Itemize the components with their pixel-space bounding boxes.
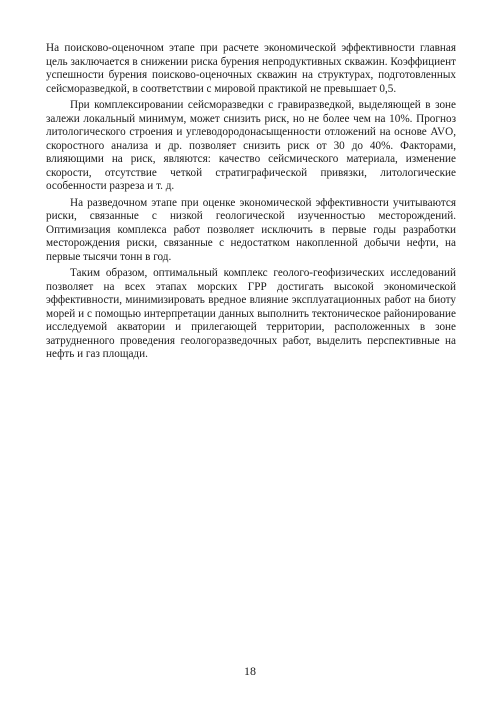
paragraph-search-stage: На поисково-оценочном этапе при расчете экономической эффективности главная цель заключается в снижении риска бурения непродуктивных скважин. Коэффициент успешности бурения поисково-оценочных скважин на структурах, подготовленных сейсморазведкой, в соответствии с мировой практикой не превышает 0,5. xyxy=(46,42,456,95)
paragraph-conclusion: Таким образом, оптимальный комплекс геолого-геофизических исследований позволяет на всех этапах морских ГРР достигать высокой экономической эффективности, минимизировать вредное влияние эксплуатационных работ на биоту морей и с помощью интерпретации данных выполнить тектоническое районирование исследуемой акватории и прилегающей территории, расположенных в зоне затрудненного проведения геологоразведочных работ, выделить перспективные на нефть и газ площади. xyxy=(46,267,456,360)
paragraph-gravity-integration: При комплексировании сейсморазведки с гравиразведкой, выделяющей в зоне залежи локальный минимум, может снизить риск, но не более чем на 10%. Прогноз литологического строения и углеводородонасыщенности отложений на основе AVO, скоростного анализа и др. позволяет снизить риск от 30 до 40%. Факторами, влияющими на риск, являются: качество сейсмического материала, изменение скорости, отсутствие четкой стратиграфической привязки, литологические особенности разреза и т. д. xyxy=(46,99,456,192)
paragraph-exploration-stage: На разведочном этапе при оценке экономической эффективности учитываются риски, связанные с низкой геологической изученностью месторождений. Оптимизация комплекса работ позволяет исключить в первые годы разработки месторождения риски, связанные с недостатком накопленной добычи нефти, на первые тысячи тонн в год. xyxy=(46,196,456,263)
page-number: 18 xyxy=(244,664,256,678)
page-body xyxy=(46,42,456,365)
